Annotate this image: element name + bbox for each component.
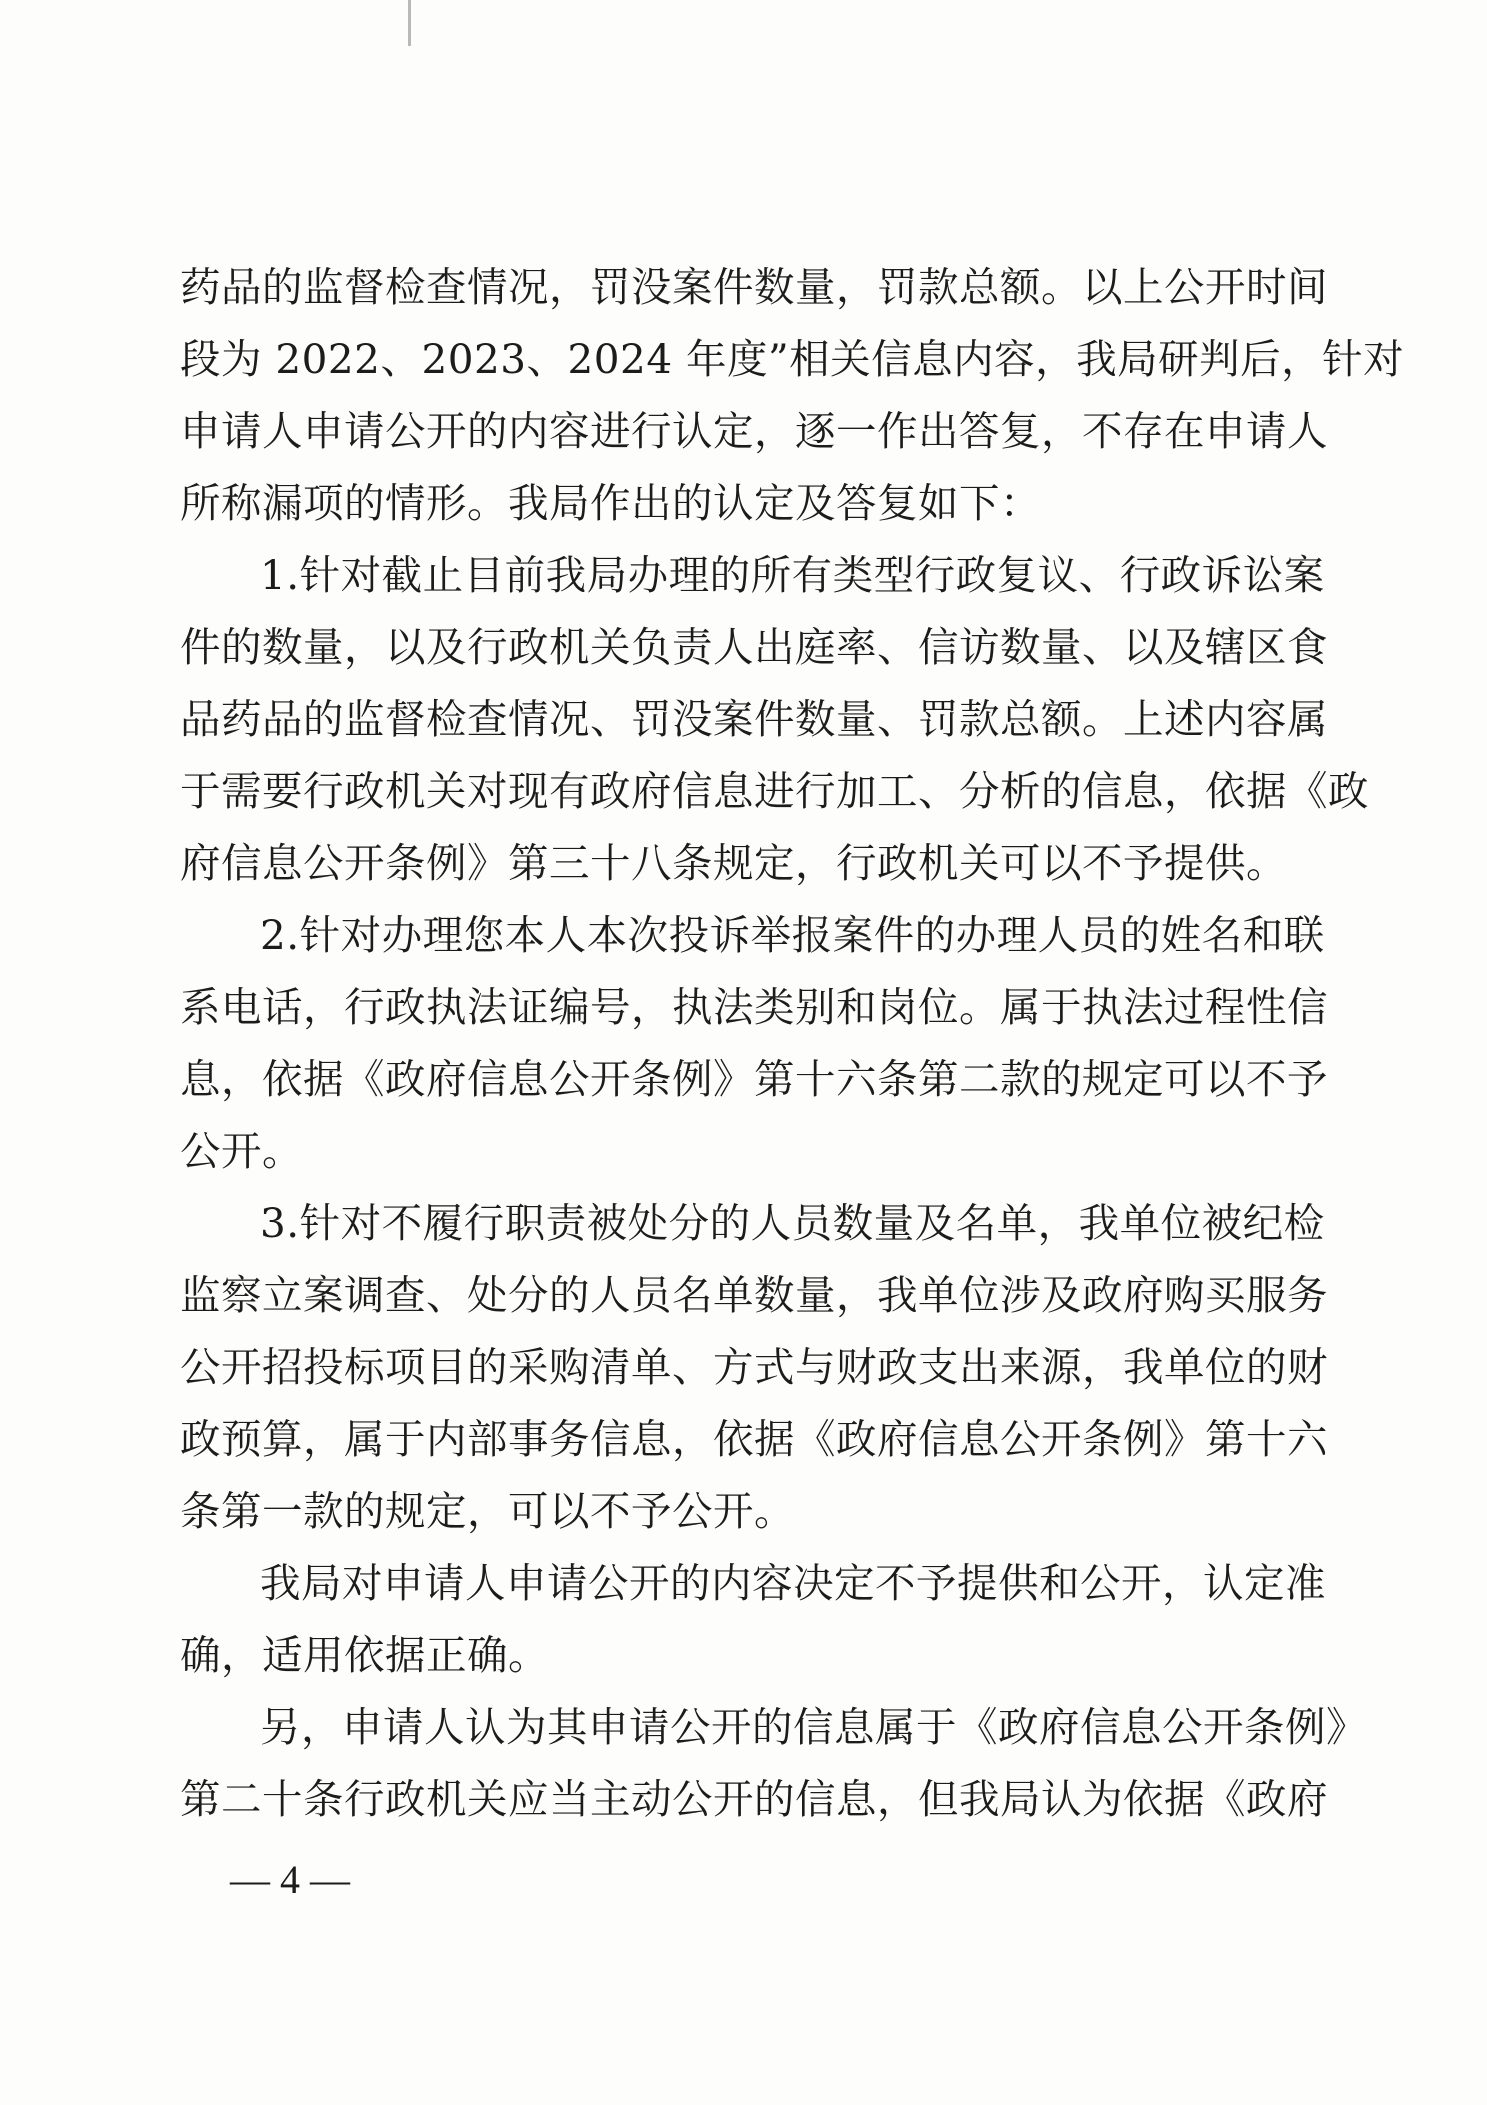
text-line: 政预算，属于内部事务信息，依据《政府信息公开条例》第十六 [180, 1415, 1328, 1463]
paragraph-start-line: 2.针对办理您本人本次投诉举报案件的办理人员的姓名和联 [260, 911, 1325, 959]
text-line: 段为 2022、2023、2024 年度”相关信息内容，我局研判后，针对 [180, 335, 1405, 383]
text-line: 公开招投标项目的采购清单、方式与财政支出来源，我单位的财 [180, 1343, 1328, 1391]
text-line: 于需要行政机关对现有政府信息进行加工、分析的信息，依据《政 [180, 767, 1369, 815]
text-line: 申请人申请公开的内容进行认定，逐一作出答复，不存在申请人 [180, 407, 1328, 455]
text-line: 条第一款的规定，可以不予公开。 [180, 1487, 795, 1535]
text-line: 监察立案调查、处分的人员名单数量，我单位涉及政府购买服务 [180, 1271, 1328, 1319]
text-line: 第二十条行政机关应当主动公开的信息，但我局认为依据《政府 [180, 1775, 1328, 1823]
paragraph-start-line: 3.针对不履行职责被处分的人员数量及名单，我单位被纪检 [260, 1199, 1325, 1247]
text-line: 件的数量，以及行政机关负责人出庭率、信访数量、以及辖区食 [180, 623, 1328, 671]
text-line: 息，依据《政府信息公开条例》第十六条第二款的规定可以不予 [180, 1055, 1328, 1103]
text-line: 确，适用依据正确。 [180, 1631, 549, 1679]
paragraph-start-line: 另，申请人认为其申请公开的信息属于《政府信息公开条例》 [260, 1703, 1367, 1751]
text-line: 府信息公开条例》第三十八条规定，行政机关可以不予提供。 [180, 839, 1287, 887]
page-number: — 4 — [230, 1857, 350, 1902]
text-line: 药品的监督检查情况，罚没案件数量，罚款总额。以上公开时间 [180, 263, 1328, 311]
text-line: 系电话，行政执法证编号，执法类别和岗位。属于执法过程性信 [180, 983, 1328, 1031]
text-line: 品药品的监督检查情况、罚没案件数量、罚款总额。上述内容属 [180, 695, 1328, 743]
text-line: 公开。 [180, 1127, 303, 1175]
scan-edge-mark [408, 0, 411, 46]
paragraph-start-line: 我局对申请人申请公开的内容决定不予提供和公开，认定准 [260, 1559, 1326, 1607]
text-line: 所称漏项的情形。我局作出的认定及答复如下： [180, 479, 1041, 527]
paragraph-start-line: 1.针对截止目前我局办理的所有类型行政复议、行政诉讼案 [260, 551, 1325, 599]
